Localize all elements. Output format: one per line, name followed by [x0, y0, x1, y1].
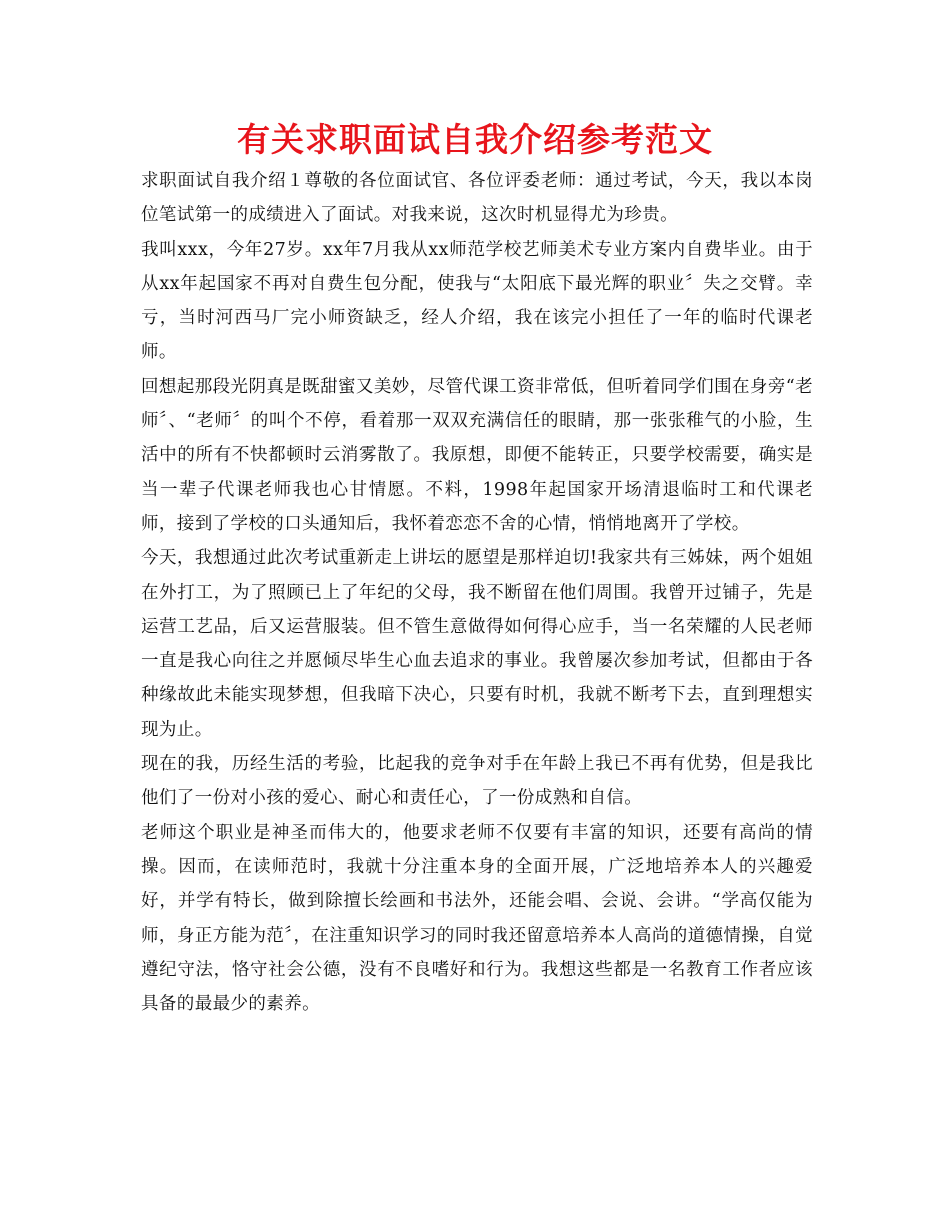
paragraph: 我叫xxx，今年27岁。xx年7月我从xx师范学校艺师美术专业方案内自费毕业。由于从xx年起国家不再对自费生包分配，使我与“太阳底下最光辉的职业〞失之交臂。幸亏，当时河西马厂完小师资缺乏，经人介绍，我在该完小担任了一年的临时代课老师。: [141, 239, 813, 363]
paragraph: 今天，我想通过此次考试重新走上讲坛的愿望是那样迫切!我家共有三姊妹，两个姐姐在外打工，为了照顾已上了年纪的父母，我不断留在他们周围。我曾开过铺子，先是运营工艺品，后又运营服装。但不管生意做得如何得心应手，当一名荣耀的人民老师一直是我心向往之并愿倾尽毕生心血去追求的事业。我曾屡次参加考试，但都由于各种缘故此未能实现梦想，但我暗下决心，只要有时机，我就不断考下去，直到理想实现为止。: [141, 548, 813, 740]
paragraph: 现在的我，历经生活的考验，比起我的竞争对手在年龄上我已不再有优势，但是我比他们了一份对小孩的爱心、耐心和责任心，了一份成熟和自信。: [141, 754, 813, 809]
document-body: [141, 164, 813, 1021]
paragraph: 回想起那段光阴真是既甜蜜又美妙，尽管代课工资非常低，但听着同学们围在身旁“老师〞、“老师〞的叫个不停，看着那一双双充满信任的眼睛，那一张张稚气的小脸，生活中的所有不快都顿时云消雾散了。我原想，即便不能转正，只要学校需要，确实是当一辈子代课老师我也心甘情愿。不料，1998年起国家开场清退临时工和代课老师，接到了学校的口头通知后，我怀着恋恋不舍的心情，悄悄地离开了学校。: [141, 376, 813, 534]
document-title: 有关求职面试自我介绍参考范文: [237, 120, 713, 159]
paragraph: 老师这个职业是神圣而伟大的，他要求老师不仅要有丰富的知识，还要有高尚的情操。因而，在读师范时，我就十分注重本身的全面开展，广泛地培养本人的兴趣爱好，并学有特长，做到除擅长绘画和书法外，还能会唱、会说、会讲。“学高仅能为师，身正方能为范〞，在注重知识学习的同时我还留意培养本人高尚的道德情操，自觉遵纪守法，恪守社会公德，没有不良嗜好和行为。我想这些都是一名教育工作者应该具备的最最少的素养。: [141, 822, 813, 1015]
paragraph: 求职面试自我介绍１尊敬的各位面试官、各位评委老师：通过考试，今天，我以本岗位笔试第一的成绩进入了面试。对我来说，这次时机显得尤为珍贵。: [141, 171, 813, 226]
